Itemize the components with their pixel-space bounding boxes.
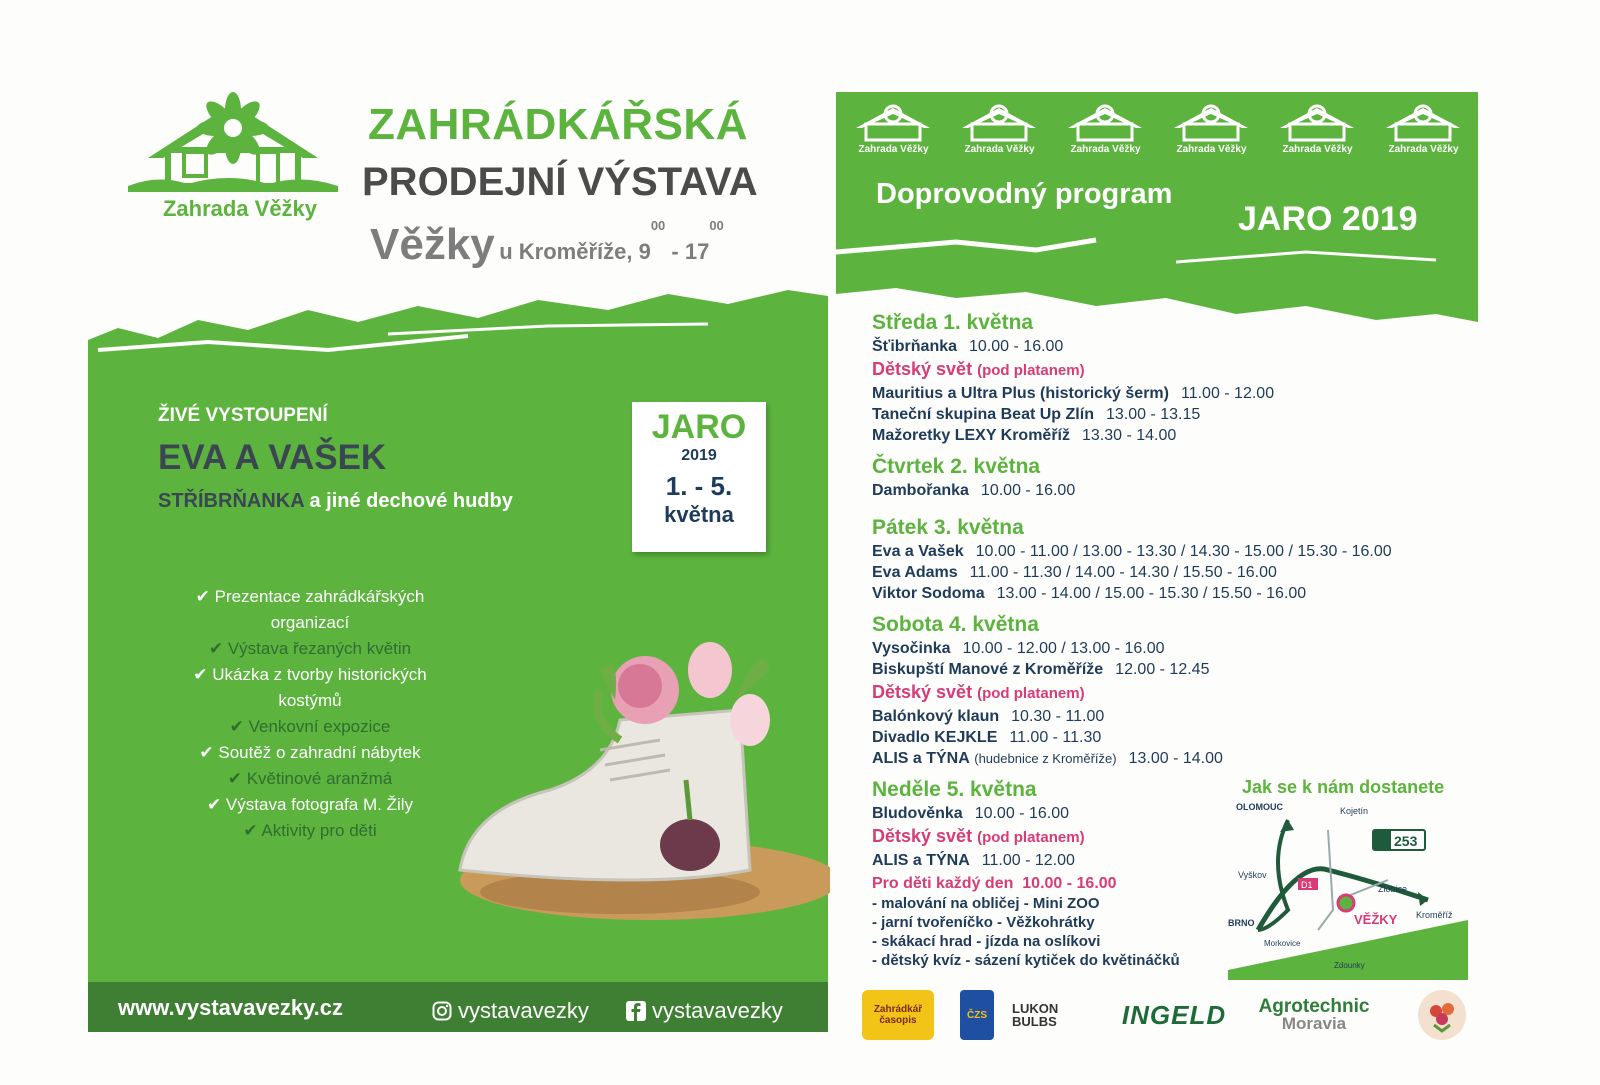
program-season: JARO 2019 — [1238, 200, 1418, 238]
performer: Mažoretky LEXY Kroměříž — [872, 427, 1070, 444]
kids-daily-time: 10.00 - 16.00 — [1022, 875, 1117, 892]
performer: Viktor Sodoma — [872, 585, 985, 602]
map-label-vezky: VĚŽKY — [1354, 912, 1398, 927]
time-slot: 13.00 - 13.15 — [1105, 406, 1201, 423]
mini-logo-caption: Zahrada Věžky — [1176, 144, 1247, 155]
house-flower-icon — [846, 102, 941, 144]
kids-daily-heading — [872, 874, 1232, 894]
schedule-row — [872, 706, 1492, 727]
instagram-icon — [432, 1001, 452, 1021]
map-label-vyskov: Vyškov — [1238, 870, 1267, 880]
close-time-sup: 00 — [709, 218, 724, 233]
date-month: května — [664, 502, 734, 527]
kids-world-title: Dětský svět — [872, 826, 973, 846]
time-slot: 10.00 - 12.00 / 13.00 - 16.00 — [962, 640, 1165, 657]
agro-sub: Moravia — [1281, 1014, 1347, 1033]
schedule-row — [872, 562, 1492, 583]
live-performance-label: ŽIVÉ VYSTOUPENÍ — [158, 405, 328, 426]
house-flower-icon — [1376, 102, 1471, 144]
headline-artist: EVA A VAŠEK — [158, 438, 387, 477]
mini-logo — [1270, 102, 1365, 157]
feature-item: ✔ Výstava řezaných květin — [208, 639, 412, 658]
house-flower-icon — [1270, 102, 1365, 144]
performer: Dambořanka — [872, 482, 969, 499]
kids-daily-title: Pro děti každý den — [872, 875, 1014, 892]
mini-logo-caption: Zahrada Věžky — [1070, 144, 1141, 155]
time-slot: 10.00 - 16.00 — [980, 482, 1076, 499]
map-label-zdounky: Zdounky — [1334, 961, 1365, 970]
schedule-row — [872, 480, 1492, 501]
facebook-link[interactable] — [626, 998, 783, 1024]
performer-note: (hudebnice z Kroměříže) — [974, 751, 1117, 766]
day-heading: Neděle 5. května — [872, 778, 1037, 801]
performer: Mauritius a Ultra Plus (historický šerm) — [872, 385, 1169, 402]
date-season: JARO — [651, 408, 747, 446]
date-card — [632, 402, 766, 552]
title-line-1: ZAHRÁDKÁŘSKÁ — [368, 100, 748, 149]
d1-label: D1 — [1301, 880, 1313, 890]
feature-item: ✔ Výstava fotografa M. Žily — [206, 795, 414, 814]
house-flower-icon — [952, 102, 1047, 144]
performer: Taneční skupina Beat Up Zlín — [872, 406, 1094, 423]
kids-world-title: Dětský svět — [872, 359, 973, 379]
kids-world-location: (pod platanem) — [977, 829, 1085, 846]
performer: Šťibrňanka — [872, 338, 958, 355]
map-label-zlobice: Zlobice — [1378, 884, 1408, 894]
feature-item: ✔ Prezentace zahrádkářských — [195, 587, 425, 606]
schedule-row — [872, 659, 1492, 680]
mini-logo — [952, 102, 1047, 157]
time-slot: 11.00 - 12.00 — [1180, 385, 1275, 402]
logo-caption: Zahrada Věžky — [162, 196, 318, 221]
map-label-morkovice: Morkovice — [1264, 939, 1301, 948]
time-slot: 13.30 - 14.00 — [1082, 427, 1177, 444]
schedule-row — [872, 425, 1492, 446]
day-heading: Středa 1. května — [872, 311, 1034, 334]
schedule-row — [872, 336, 1492, 357]
mini-logo-caption: Zahrada Věžky — [1388, 144, 1459, 155]
kids-world-title: Dětský svět — [872, 682, 973, 702]
feature-item: organizací — [270, 613, 350, 632]
schedule-row — [872, 383, 1492, 404]
time-slot: 13.00 - 14.00 — [1128, 750, 1223, 767]
date-year: 2019 — [681, 447, 717, 464]
place-detail: u Kroměříže, 9 — [499, 239, 651, 264]
feature-item: kostýmů — [278, 691, 342, 710]
map-label-brno: BRNO — [1228, 918, 1255, 928]
road-number: 253 — [1394, 833, 1418, 849]
time-slot: 12.00 - 12.45 — [1115, 661, 1210, 678]
house-flower-icon — [1058, 102, 1153, 144]
performer: Bludověnka — [872, 805, 963, 822]
sponsor-agrotechnic-logo — [1240, 990, 1388, 1040]
time-slot: 10.30 - 11.00 — [1011, 708, 1105, 725]
kids-world-location: (pod platanem) — [977, 685, 1085, 702]
map-label-olomouc: OLOMOUC — [1236, 802, 1283, 812]
mini-logo-row — [846, 92, 1466, 162]
place-and-hours — [370, 220, 724, 270]
place-name: Věžky — [370, 220, 495, 269]
performer: Biskupští Manové z Kroměříže — [872, 661, 1104, 678]
kids-activity: - malování na obličej - Mini ZOO — [872, 895, 1100, 912]
performer: ALIS a TÝNA — [872, 750, 970, 767]
facebook-icon — [626, 1001, 646, 1021]
performer: Balónkový klaun — [872, 708, 1000, 725]
time-slot: 11.00 - 11.30 — [1009, 729, 1102, 746]
mini-logo-caption: Zahrada Věžky — [858, 144, 929, 155]
band-name: STŘÍBRŇANKA — [158, 490, 304, 512]
day-heading: Čtvrtek 2. května — [872, 455, 1041, 478]
agro-main: Agrotechnic — [1258, 996, 1370, 1017]
performer: Divadlo KEJKLE — [872, 729, 998, 746]
sponsor-flower-logo — [1418, 990, 1466, 1040]
mini-logo — [1376, 102, 1471, 157]
schedule-row — [872, 727, 1492, 748]
time-slot: 13.00 - 14.00 / 15.00 - 15.30 / 15.50 - 16.00 — [996, 585, 1307, 602]
feature-item: ✔ Aktivity pro děti — [243, 821, 377, 840]
kids-activity: - skákací hrad - jízda na oslíkovi — [872, 933, 1101, 950]
main-logo — [128, 88, 338, 228]
time-slot: 10.00 - 16.00 — [969, 338, 1064, 355]
date-range: 1. - 5. — [665, 471, 733, 501]
shoe-with-flowers-image — [450, 630, 830, 930]
time-slot: 10.00 - 11.00 / 13.00 - 13.30 / 14.30 - 15.00 / 15.30 - 16.00 — [975, 543, 1392, 560]
feature-item: ✔ Soutěž o zahradní nábytek — [199, 743, 421, 762]
house-flower-icon — [1164, 102, 1259, 144]
map-label-kojetin: Kojetín — [1340, 806, 1369, 816]
bands-line — [158, 490, 513, 513]
performer: Eva Adams — [872, 564, 958, 581]
directions-map — [1228, 800, 1468, 980]
kids-activity: - jarní tvořeníčko - Věžkohrátky — [872, 914, 1095, 931]
day-heading: Pátek 3. května — [872, 516, 1024, 539]
feature-item: ✔ Ukázka z tvorby historických — [193, 665, 427, 684]
title-line-2: PRODEJNÍ VÝSTAVA — [362, 160, 758, 204]
location-pin-icon — [1338, 895, 1354, 911]
map-title: Jak se k nám dostanete — [1242, 777, 1445, 797]
mini-logo-caption: Zahrada Věžky — [964, 144, 1035, 155]
time-slot: 10.00 - 16.00 — [974, 805, 1069, 822]
kids-activity: - dětský kvíz - sázení kytiček do květináčků — [872, 952, 1180, 969]
mini-logo — [846, 102, 941, 157]
facebook-handle: vystavavezky — [652, 998, 783, 1023]
schedule-row — [872, 748, 1492, 769]
sponsor-ingeld-logo: INGELD — [1121, 999, 1227, 1030]
sponsor-czs-logo: ČZS — [960, 990, 994, 1040]
schedule-row — [872, 404, 1492, 425]
program-title: Doprovodný program — [876, 178, 1173, 210]
kids-world-label — [872, 680, 1492, 706]
kids-daily-program — [872, 874, 1232, 970]
performer: ALIS a TÝNA — [872, 852, 970, 869]
house-flower-icon — [128, 88, 338, 198]
feature-list — [120, 584, 500, 844]
mini-logo-caption: Zahrada Věžky — [1282, 144, 1353, 155]
performer: Eva a Vašek — [872, 543, 964, 560]
schedule-row — [872, 583, 1492, 604]
sponsor-zahradkar-logo: Zahrádkář časopis — [862, 990, 934, 1040]
instagram-link[interactable] — [432, 998, 589, 1024]
website-link[interactable]: www.vystavavezky.cz — [118, 995, 344, 1020]
kids-world-location: (pod platanem) — [977, 362, 1085, 379]
bands-rest: a jiné dechové hudby — [303, 490, 513, 512]
mini-logo — [1058, 102, 1153, 157]
day-heading: Sobota 4. května — [872, 613, 1039, 636]
close-time: - 17 — [665, 239, 710, 264]
map-label-kromeriz: Kroměříž — [1416, 910, 1453, 920]
flower-bouquet-icon — [1422, 995, 1462, 1035]
kids-world-label — [872, 357, 1492, 383]
schedule-row — [872, 541, 1492, 562]
open-time-sup: 00 — [650, 218, 666, 233]
mini-logo — [1164, 102, 1259, 157]
instagram-handle: vystavavezky — [458, 998, 589, 1023]
feature-item: ✔ Květinové aranžmá — [227, 769, 393, 788]
time-slot: 11.00 - 12.00 — [981, 852, 1075, 869]
time-slot: 11.00 - 11.30 / 14.00 - 14.30 / 15.50 - 16.00 — [969, 564, 1277, 581]
sponsor-lukon-logo: LUKON BULBS — [1012, 1001, 1059, 1029]
feature-item: ✔ Venkovní expozice — [229, 717, 391, 736]
performer: Vysočinka — [872, 640, 951, 657]
schedule-row — [872, 638, 1492, 659]
